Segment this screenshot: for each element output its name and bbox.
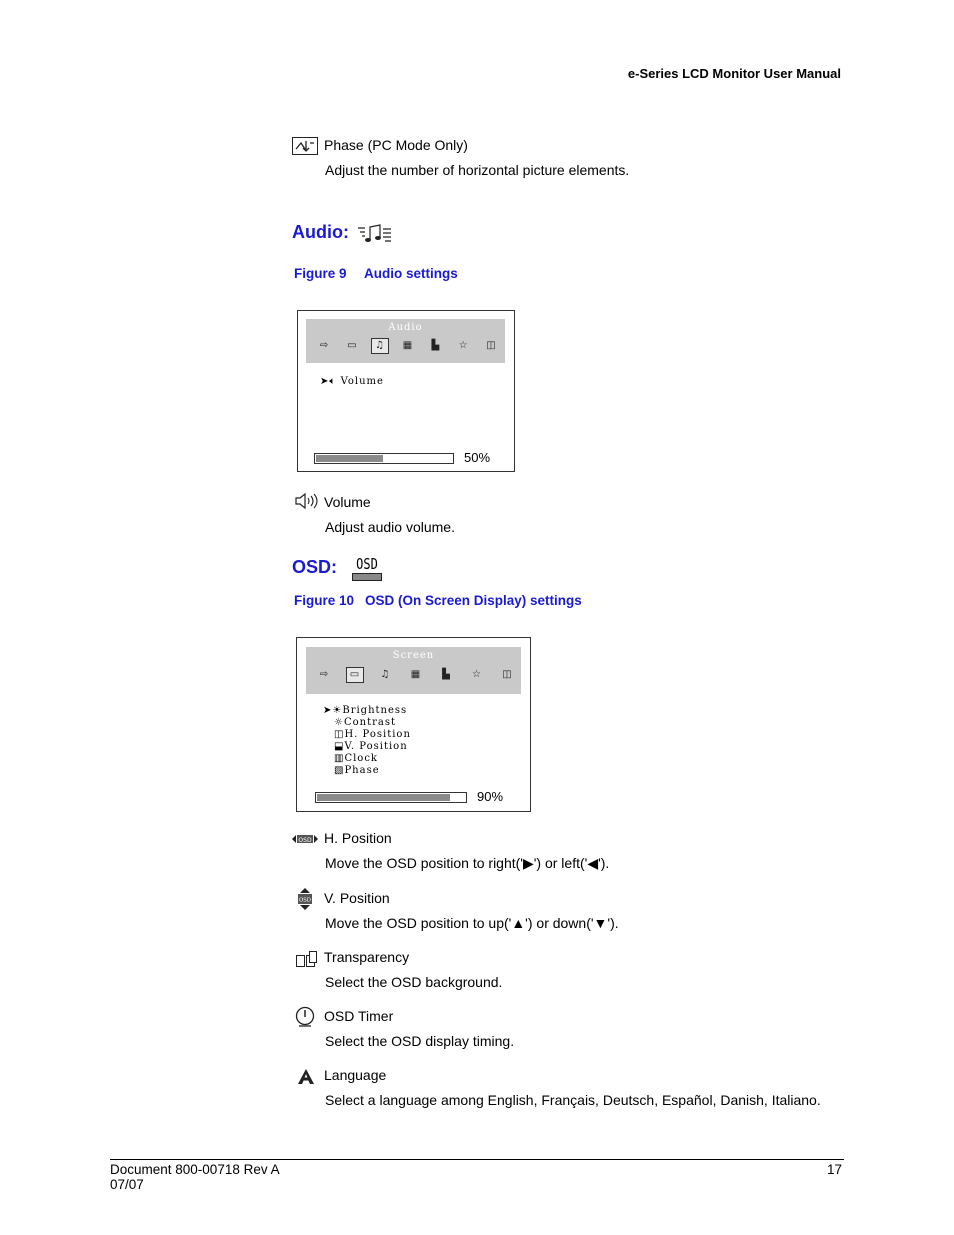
star-icon: ☆ — [472, 669, 481, 680]
audio-icon: ♫ — [380, 669, 390, 680]
star-icon: ☆ — [458, 340, 468, 351]
osd-menu-list — [323, 705, 411, 777]
volume-speaker-icon — [294, 492, 320, 515]
color-icon: ▙ — [442, 669, 450, 680]
osd-icon: ▦ — [410, 669, 421, 680]
osd-menu-item — [320, 376, 384, 388]
footer-page-number: 17 — [826, 1162, 842, 1177]
phase-title: Phase (PC Mode Only) — [324, 137, 468, 153]
svg-text:OSD: OSD — [298, 897, 312, 904]
input-icon: ⇨ — [319, 669, 329, 680]
v-position-title: V. Position — [324, 890, 390, 906]
footer-rule — [110, 1159, 844, 1160]
osd-menu-item: ➤☀Brightness — [323, 705, 408, 716]
speaker-icon: 🔈︎ — [329, 376, 337, 387]
phase-icon — [292, 137, 318, 160]
osd-icon: ▦ — [402, 340, 413, 351]
osd-menu-item-label: Volume — [340, 376, 384, 387]
v-position-icon: ⬓ — [334, 741, 345, 752]
screen-icon: ▭ — [347, 340, 357, 351]
volume-progress-bar — [314, 453, 454, 464]
running-header: e-Series LCD Monitor User Manual — [627, 66, 841, 81]
v-position-icon — [296, 887, 314, 916]
figure-10-title: OSD (On Screen Display) settings — [365, 593, 582, 608]
figure-9-label: Figure 9 — [294, 266, 347, 281]
h-position-icon — [291, 832, 319, 850]
transparency-icon — [295, 950, 319, 973]
footer-date: 07/07 — [110, 1177, 144, 1192]
audio-icon: ♫ — [372, 339, 388, 353]
osd-timer-desc: Select the OSD display timing. — [325, 1033, 515, 1049]
pointer-arrow-icon: ➤ — [320, 376, 330, 387]
v-position-desc: Move the OSD position to up('▲') or down('▼'). — [325, 915, 619, 931]
volume-desc: Adjust audio volume. — [325, 519, 455, 535]
osd-menu-title: Audio — [388, 322, 423, 333]
screen-percent: 90% — [477, 789, 504, 804]
contrast-icon: ☼ — [334, 717, 344, 728]
osd-menu-title: Screen — [392, 650, 435, 661]
svg-text:OSD: OSD — [298, 837, 312, 844]
screen-osd-screenshot — [296, 637, 531, 812]
osd-icon-text: OSD — [356, 555, 378, 573]
osd-menu-item: ⬓V. Position — [334, 741, 408, 752]
h-position-desc: Move the OSD position to right('▶') or left('◀'). — [325, 855, 610, 871]
screen-progress-fill — [317, 794, 450, 801]
volume-percent: 50% — [464, 450, 491, 465]
osd-timer-icon — [295, 1005, 315, 1034]
volume-title: Volume — [324, 494, 371, 510]
osd-menu-bar — [306, 647, 521, 694]
osd-menu-item: ▥Clock — [334, 753, 378, 764]
osd-menu-bar — [306, 319, 505, 363]
phase-desc: Adjust the number of horizontal picture elements. — [325, 162, 630, 178]
osd-menu-item: ▧Phase — [334, 765, 380, 776]
language-icon — [296, 1067, 316, 1090]
language-desc: Select a language among English, Français, Deutsch, Español, Danish, Italiano. — [325, 1092, 821, 1108]
transparency-desc: Select the OSD background. — [325, 974, 503, 990]
osd-heading: OSD: — [292, 557, 337, 577]
osd-menu-item: ☼Contrast — [334, 717, 396, 728]
volume-progress-fill — [316, 455, 383, 462]
h-position-icon: ◫ — [334, 729, 345, 740]
osd-menu-item: ◫H. Position — [334, 729, 411, 740]
info-icon: ◫ — [486, 340, 496, 351]
audio-heading: Audio: — [292, 222, 349, 242]
pointer-arrow-icon: ➤ — [323, 705, 333, 716]
phase-small-icon: ▧ — [334, 765, 345, 776]
language-title: Language — [324, 1067, 387, 1083]
figure-10-label: Figure 10 — [294, 593, 355, 608]
figure-9-title: Audio settings — [364, 266, 458, 281]
audio-osd-screenshot — [297, 310, 515, 472]
brightness-icon: ☀ — [332, 705, 343, 716]
input-icon: ⇨ — [319, 340, 329, 351]
footer-document-number: Document 800-00718 Rev A — [110, 1162, 280, 1177]
screen-progress-bar — [315, 792, 467, 803]
transparency-title: Transparency — [324, 949, 410, 965]
clock-icon: ▥ — [334, 753, 345, 764]
info-icon: ◫ — [502, 669, 512, 680]
color-icon: ▙ — [431, 340, 440, 351]
osd-section-icon — [352, 556, 382, 581]
screen-icon: ▭ — [347, 668, 363, 682]
osd-timer-title: OSD Timer — [324, 1008, 394, 1024]
audio-music-icon — [356, 223, 394, 250]
h-position-title: H. Position — [324, 830, 392, 846]
